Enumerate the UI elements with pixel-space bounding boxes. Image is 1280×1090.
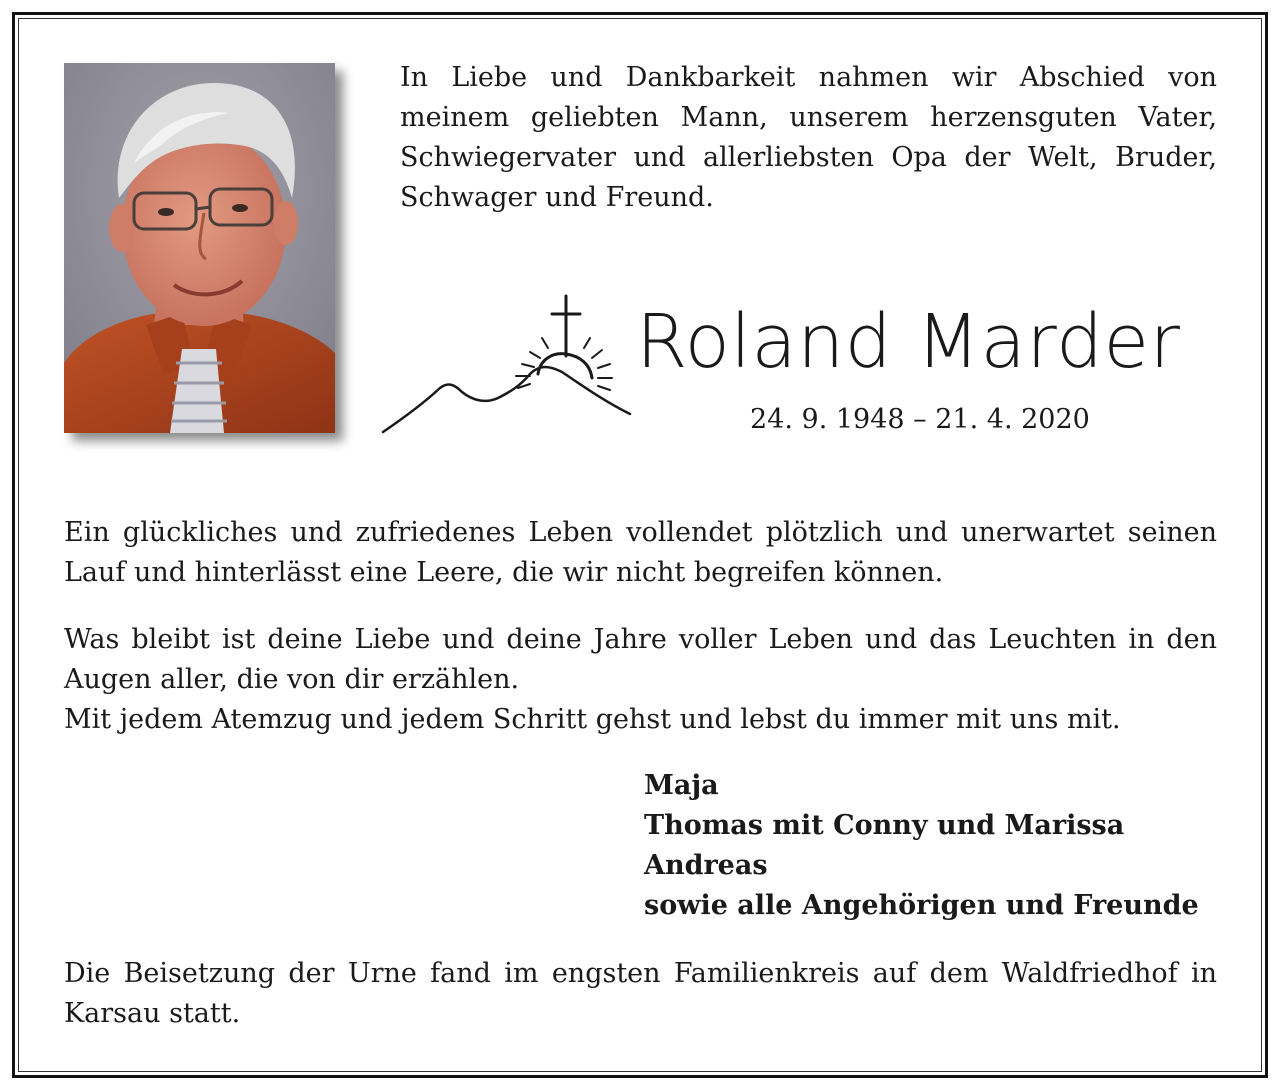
paragraph-love: Was bleibt ist deine Liebe und deine Jahre voller Leben und das Leuchten in den Augen aller, die von dir erzählen. (64, 624, 1217, 695)
portrait-photo (64, 63, 335, 433)
signer-name: sowie alle Angehörigen und Freunde (644, 890, 1199, 921)
paragraph-life: Ein glückliches und zufriedenes Leben vollendet plötzlich und unerwartet seinen Lauf und hinterlässt eine Leere, die wir nicht begreifen können. (64, 517, 1217, 588)
signer-name: Maja (644, 770, 719, 801)
intro-text: In Liebe und Dankbarkeit nahmen wir Abschied von meinem geliebten Mann, unserem herzensguten Vater, Schwiegervater und allerliebsten Opa der Welt, Bruder, Schwager und Freund. (400, 62, 1217, 213)
signer-name: Thomas mit Conny und Marissa (644, 810, 1125, 841)
cross-on-hill-with-sunrise-icon (380, 292, 634, 438)
signer-name: Andreas (644, 850, 768, 881)
deceased-name: Roland Marder (636, 299, 1181, 385)
signers-list (644, 766, 1199, 926)
burial-notice: Die Beisetzung der Urne fand im engsten Familienkreis auf dem Waldfriedhof in Karsau statt. (64, 958, 1217, 1029)
life-dates: 24. 9. 1948 – 21. 4. 2020 (750, 404, 1090, 435)
paragraph-breath: Mit jedem Atemzug und jedem Schritt gehst und lebst du immer mit uns mit. (64, 704, 1121, 735)
